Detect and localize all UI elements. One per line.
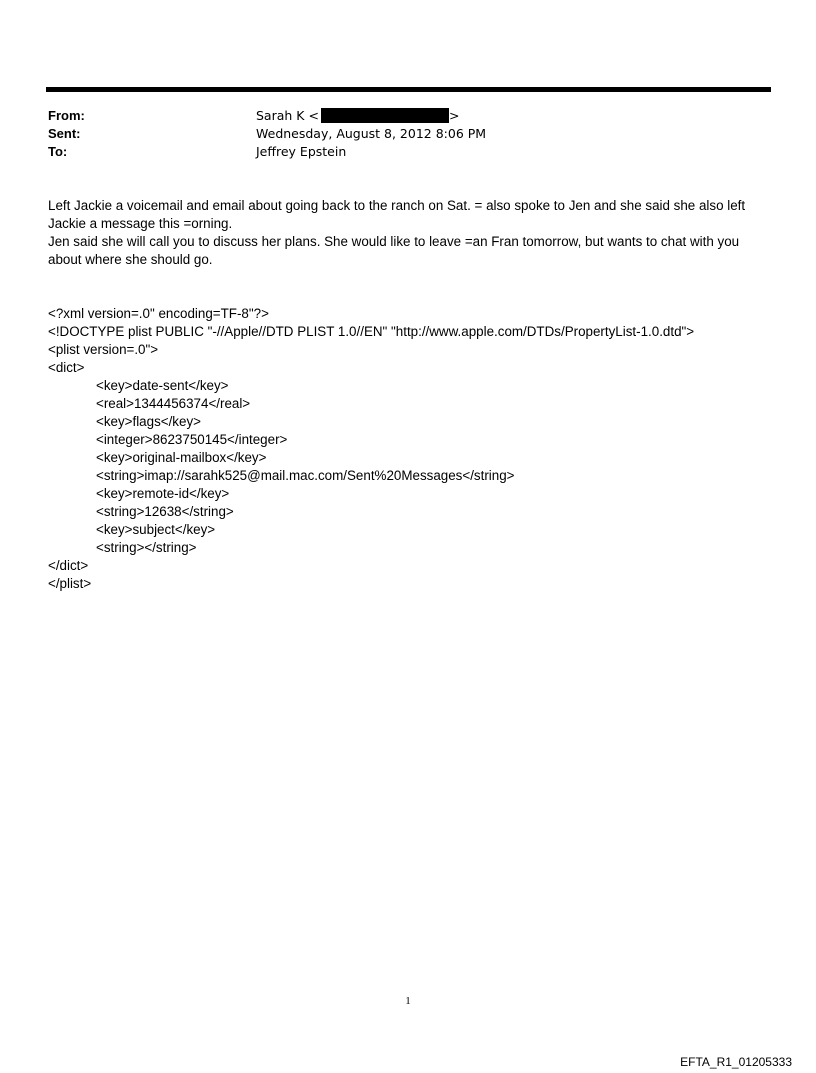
xml-line: <string>imap://sarahk525@mail.mac.com/Sent%20Messages</string> xyxy=(96,468,515,483)
xml-line: <string></string> xyxy=(96,540,197,555)
xml-line: <key>original-mailbox</key> xyxy=(96,450,267,465)
xml-line: <plist version=.0"> xyxy=(48,342,159,357)
xml-line: <!DOCTYPE plist PUBLIC "-//Apple//DTD PLIST 1.0//EN" "http://www.apple.com/DTDs/PropertyList-1.0.dtd"> xyxy=(48,324,695,339)
body-line: Jen said she will call you to discuss her plans. She would like to leave =an Fran tomorrow, but wants to chat with you xyxy=(48,234,740,249)
xml-line: <real>1344456374</real> xyxy=(96,396,251,411)
from-name: Sarah K < xyxy=(256,108,319,123)
from-value xyxy=(256,107,459,125)
from-label: From: xyxy=(48,108,85,123)
xml-line: <key>remote-id</key> xyxy=(96,486,230,501)
plist-xml xyxy=(48,305,768,593)
xml-line: <key>flags</key> xyxy=(96,414,201,429)
to-label: To: xyxy=(48,144,68,159)
body-line: Left Jackie a voicemail and email about going back to the ranch on Sat. = also spoke to Jen and she said she also left xyxy=(48,198,746,213)
document-id: EFTA_R1_01205333 xyxy=(680,1055,792,1069)
body-line: about where she should go. xyxy=(48,252,213,267)
xml-line: </dict> xyxy=(48,558,89,573)
redaction-box xyxy=(321,108,449,123)
to-value: Jeffrey Epstein xyxy=(256,144,347,159)
page-number: 1 xyxy=(405,995,411,1007)
body-line: Jackie a message this =orning. xyxy=(48,216,233,231)
xml-line: <key>date-sent</key> xyxy=(96,378,229,393)
header-divider xyxy=(46,87,771,92)
xml-line: <string>12638</string> xyxy=(96,504,234,519)
xml-line: <key>subject</key> xyxy=(96,522,216,537)
xml-line: <dict> xyxy=(48,360,85,375)
xml-line: </plist> xyxy=(48,576,92,591)
sent-label: Sent: xyxy=(48,126,81,141)
sent-value: Wednesday, August 8, 2012 8:06 PM xyxy=(256,126,487,141)
from-end: > xyxy=(448,108,460,123)
email-body xyxy=(48,197,768,269)
xml-line: <integer>8623750145</integer> xyxy=(96,432,288,447)
xml-line: <?xml version=.0" encoding=TF-8"?> xyxy=(48,306,269,321)
